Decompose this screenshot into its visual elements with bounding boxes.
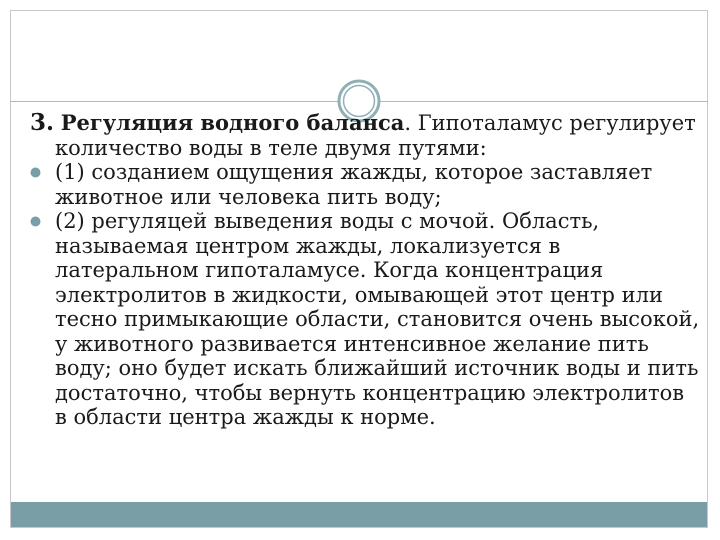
bullet-icon (30, 216, 41, 227)
heading-text: . Гипоталамус регулирует количество воды в теле двумя путями: (55, 111, 696, 160)
list-item (30, 209, 700, 430)
section-title: Регуляция водного баланса (60, 110, 405, 135)
heading-paragraph (30, 111, 700, 160)
footer-bar (11, 502, 707, 527)
bullet-icon (30, 167, 41, 178)
list-item-text: (2) регуляцей выведения воды с мочой. Область, называемая центром жажды, локализуется в латеральном гипоталамусе. Когда концентрация электролитов в жидкости, омывающей этот центр или тесно примыкающие области, становится очень высокой, у животного развивается интенсивное желание пить воду; оно будет искать ближайший источник воды и пить достаточно, чтобы вернуть концентрацию электролитов в области центра жажды к норме. (55, 209, 700, 429)
list-item-text: (1) созданием ощущения жажды, которое заставляет животное или человека пить воду; (55, 160, 653, 209)
slide-body (30, 111, 700, 430)
list-item (30, 160, 700, 209)
section-number: 3. (30, 109, 55, 136)
